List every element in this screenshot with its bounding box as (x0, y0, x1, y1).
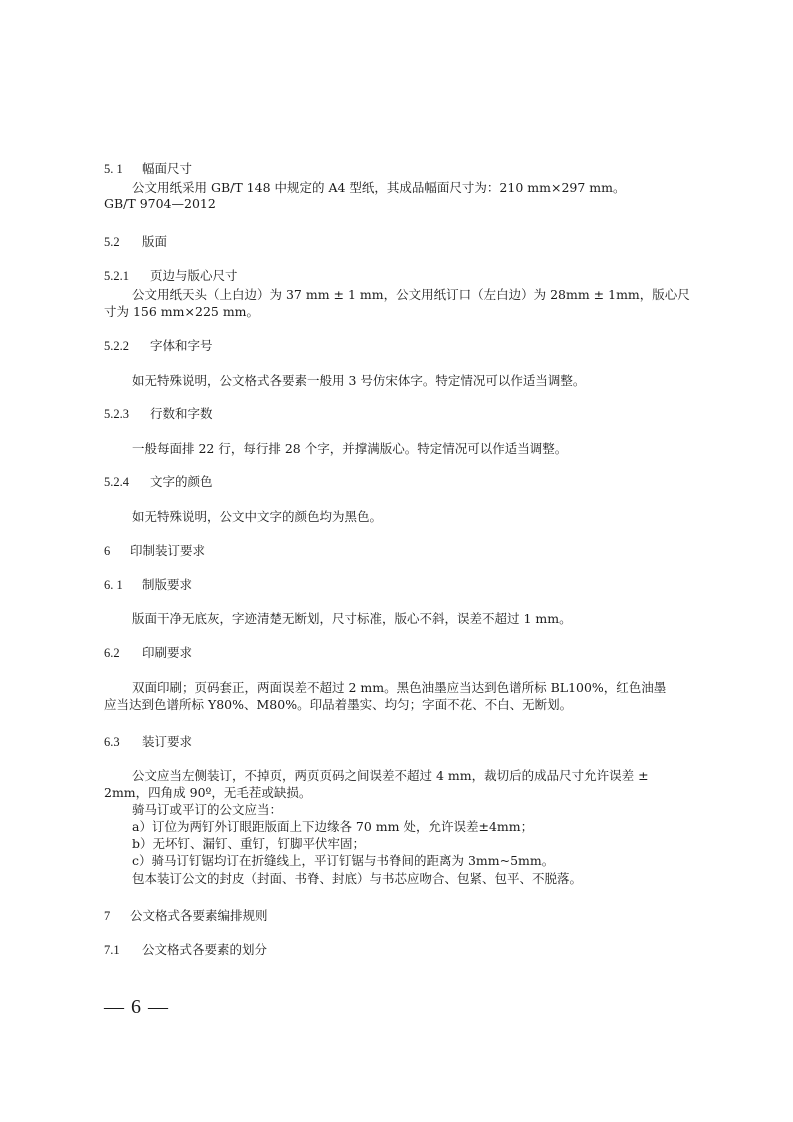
paragraph: 包本装订公文的封皮（封面、书脊、封底）与书芯应吻合、包紧、包平、不脱落。 (132, 871, 583, 886)
paragraph: 公文用纸采用 GB/T 148 中规定的 A4 型纸，其成品幅面尺寸为：210 mm×297 mm。 (132, 180, 626, 195)
section-number: 5. 1 (104, 162, 123, 176)
section-number: 6.2 (104, 646, 120, 660)
list-item: c）骑马订钉锯均订在折缝线上，平订钉锯与书脊间的距离为 3mm~5mm。 (132, 853, 555, 868)
paragraph: 公文应当左侧装订，不掉页，两页页码之间误差不超过 4 mm，裁切后的成品尺寸允许误差 ± (132, 768, 649, 783)
section-number: 5.2 (104, 235, 120, 249)
heading-5-2-3 (104, 405, 694, 423)
section-title: 版面 (141, 234, 167, 249)
heading-5-2-2 (104, 337, 694, 355)
section-title: 公文格式各要素的划分 (141, 942, 267, 957)
section-title: 行数和字数 (149, 406, 213, 421)
section-title: 公文格式各要素编排规则 (129, 908, 268, 923)
paragraph: 2mm，四角成 90º，无毛茬或缺损。 (104, 785, 312, 800)
heading-7-1 (104, 941, 694, 959)
section-number: 5.2.3 (104, 407, 129, 421)
heading-5-2-4 (104, 473, 694, 491)
section-number: 5.2.1 (104, 269, 129, 283)
paragraph: 公文用纸天头（上白边）为 37 mm ± 1 mm，公文用纸订口（左白边）为 28mm ± 1mm，版心尺 (132, 287, 690, 302)
paragraph: 版面干净无底灰，字迹清楚无断划，尺寸标准，版心不斜，误差不超过 1 mm。 (132, 611, 572, 626)
section-title: 文字的颜色 (149, 474, 213, 489)
heading-5-2-1 (104, 267, 694, 285)
heading-7 (104, 907, 694, 925)
standard-code: GB/T 9704—2012 (104, 196, 216, 211)
section-number: 6. 1 (104, 578, 123, 592)
list-item: a）订位为两钉外订眼距版面上下边缘各 70 mm 处，允许误差±4mm； (132, 819, 534, 834)
section-title: 制版要求 (141, 577, 192, 592)
section-number: 6.3 (104, 735, 120, 749)
heading-5-1 (104, 160, 694, 178)
paragraph: 如无特殊说明，公文格式各要素一般用 3 号仿宋体字。特定情况可以作适当调整。 (132, 373, 586, 388)
section-title: 印刷要求 (141, 645, 192, 660)
list-item: b）无坏钉、漏钉、重钉，钉脚平伏牢固； (132, 836, 366, 851)
section-title: 幅面尺寸 (141, 161, 192, 176)
section-number: 7 (104, 909, 111, 923)
heading-6-2 (104, 644, 694, 662)
section-number: 7.1 (104, 943, 120, 957)
paragraph: 如无特殊说明，公文中文字的颜色均为黑色。 (132, 509, 383, 524)
heading-6 (104, 542, 694, 560)
section-title: 字体和字号 (149, 338, 213, 353)
section-title: 装订要求 (141, 734, 192, 749)
heading-5-2 (104, 233, 694, 251)
paragraph: 双面印刷；页码套正，两面误差不超过 2 mm。黑色油墨应当达到色谱所标 BL100%，红色油墨 (132, 680, 667, 695)
section-number: 5.2.4 (104, 475, 129, 489)
page-number: — 6 — (104, 996, 169, 1018)
section-title: 印制装订要求 (129, 543, 205, 558)
heading-6-1 (104, 576, 694, 594)
paragraph: 应当达到色谱所标 Y80%、M80%。印品着墨实、均匀；字面不花、不白、无断划。 (104, 697, 573, 712)
paragraph: 寸为 156 mm×225 mm。 (104, 304, 260, 319)
section-number: 5.2.2 (104, 339, 129, 353)
section-title: 页边与版心尺寸 (149, 268, 238, 283)
section-number: 6 (104, 544, 111, 558)
paragraph: 一般每面排 22 行，每行排 28 个字，并撑满版心。特定情况可以作适当调整。 (132, 441, 568, 456)
heading-6-3 (104, 733, 694, 751)
paragraph: 骑马订或平订的公文应当： (132, 802, 283, 817)
